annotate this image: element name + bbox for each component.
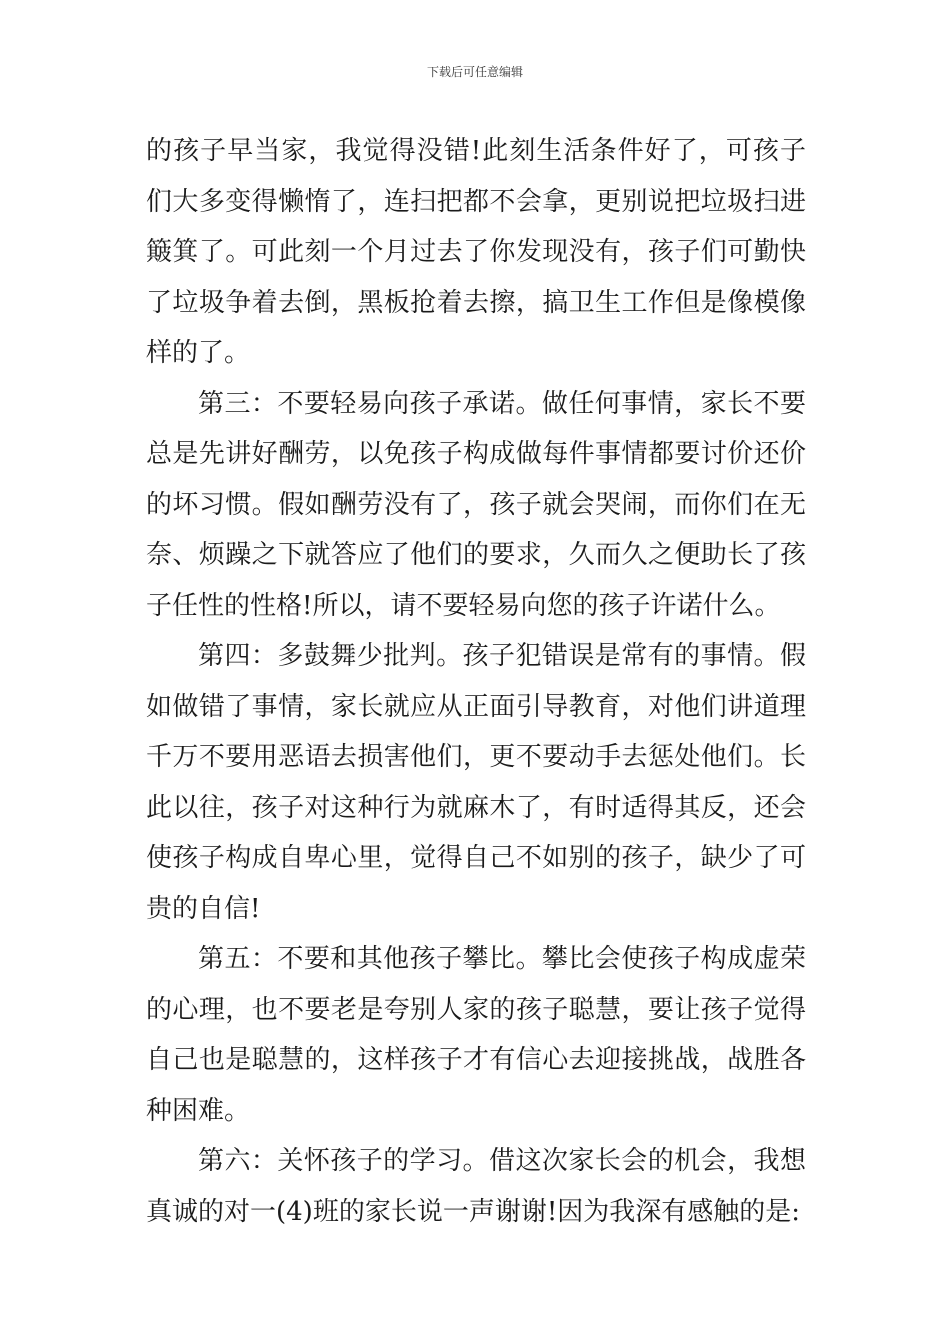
paragraph-5: 第六：关怀孩子的学习。借这次家长会的机会，我想真诚的对一(4)班的家长说一声谢谢!因为我深有感触的是: (146, 1146, 806, 1227)
page-header-note: 下载后可任意编辑 (426, 65, 523, 79)
paragraph-3: 第四：多鼓舞少批判。孩子犯错误是常有的事情。假如做错了事情，家长就应从正面引导教育，对他们讲道理千万不要用恶语去损害他们，更不要动手去惩处他们。长此以往，孩子对这种行为就麻木了，有时适得其反，还会使孩子构成自卑心里，觉得自己不如别的孩子，缺少了可贵的自信! (146, 641, 806, 924)
paragraph-2: 第三：不要轻易向孩子承诺。做任何事情，家长不要总是先讲好酬劳，以免孩子构成做每件事情都要讨价还价的坏习惯。假如酬劳没有了，孩子就会哭闹，而你们在无奈、烦躁之下就答应了他们的要求，久而久之便助长了孩子任性的性格!所以，请不要轻易向您的孩子许诺什么。 (146, 388, 806, 621)
paragraph-1: 的孩子早当家，我觉得没错!此刻生活条件好了，可孩子们大多变得懒惰了，连扫把都不会拿，更别说把垃圾扫进簸箕了。可此刻一个月过去了你发现没有，孩子们可勤快了垃圾争着去倒，黑板抢着去擦，搞卫生工作但是像模像样的了。 (146, 136, 806, 368)
paragraph-4: 第五：不要和其他孩子攀比。攀比会使孩子构成虚荣的心理，也不要老是夸别人家的孩子聪慧，要让孩子觉得自己也是聪慧的，这样孩子才有信心去迎接挑战，战胜各种困难。 (146, 944, 806, 1126)
document-body (146, 126, 806, 1237)
